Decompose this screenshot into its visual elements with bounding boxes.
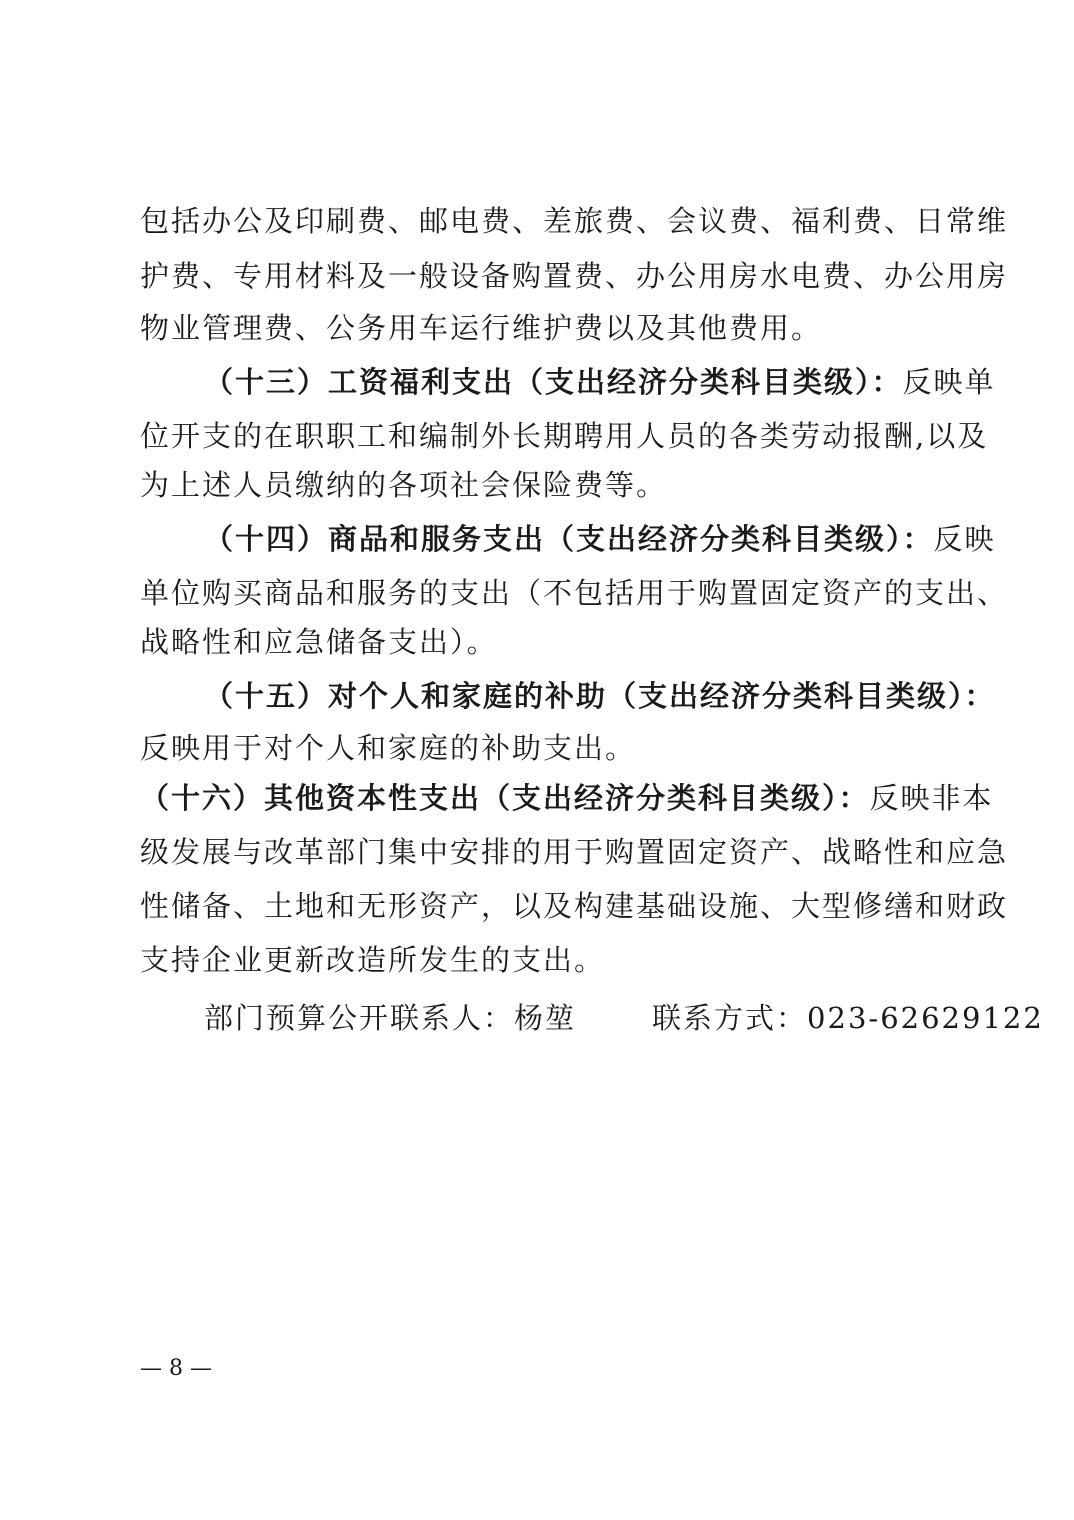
contact-person-name: 杨堃	[514, 1001, 577, 1035]
paragraph-16-line-1	[140, 780, 994, 816]
paragraph-line: 包括办公及印刷费、邮电费、差旅费、会议费、福利费、日常维	[140, 204, 1009, 238]
paragraph-13-line-1	[204, 364, 996, 400]
paragraph-14-line-1	[204, 521, 996, 557]
paragraph-15-heading: （十五）对个人和家庭的补助（支出经济分类科目类级）：	[204, 679, 996, 713]
paragraph-line: 为上述人员缴纳的各项社会保险费等。	[140, 468, 668, 502]
paragraph-line: 支持企业更新改造所发生的支出。	[140, 943, 606, 977]
paragraph-13-text: 反映单	[902, 365, 996, 399]
paragraph-line: 护费、专用材料及一般设备购置费、办公用房水电费、办公用房	[140, 259, 1009, 293]
paragraph-line: 反映用于对个人和家庭的补助支出。	[140, 731, 637, 765]
contact-phone-label: 联系方式：	[652, 1001, 808, 1035]
paragraph-14-heading: （十四）商品和服务支出（支出经济分类科目类级）：	[204, 522, 934, 556]
contact-line	[204, 1000, 1044, 1036]
paragraph-16-text: 反映非本	[869, 781, 994, 815]
contact-person-label: 部门预算公开联系人：	[204, 1001, 515, 1035]
paragraph-line: 级发展与改革部门集中安排的用于购置固定资产、战略性和应急	[140, 835, 1009, 869]
paragraph-13-heading: （十三）工资福利支出（支出经济分类科目类级）：	[204, 365, 903, 399]
paragraph-line: 物业管理费、公务用车运行维护费以及其他费用。	[140, 311, 823, 345]
paragraph-line: 战略性和应急储备支出）。	[140, 625, 498, 659]
paragraph-14-text: 反映	[933, 522, 996, 556]
paragraph-16-heading: （十六）其他资本性支出（支出经济分类科目类级）：	[140, 781, 870, 815]
contact-phone: 023-62629122	[807, 1001, 1044, 1035]
paragraph-line: 单位购买商品和服务的支出（不包括用于购置固定资产的支出、	[140, 576, 1009, 610]
paragraph-line: 位开支的在职职工和编制外长期聘用人员的各类劳动报酬,以及	[140, 419, 989, 453]
page-number: — 8 —	[140, 1356, 212, 1381]
paragraph-line: 性储备、土地和无形资产，以及构建基础设施、大型修缮和财政	[140, 889, 1009, 923]
